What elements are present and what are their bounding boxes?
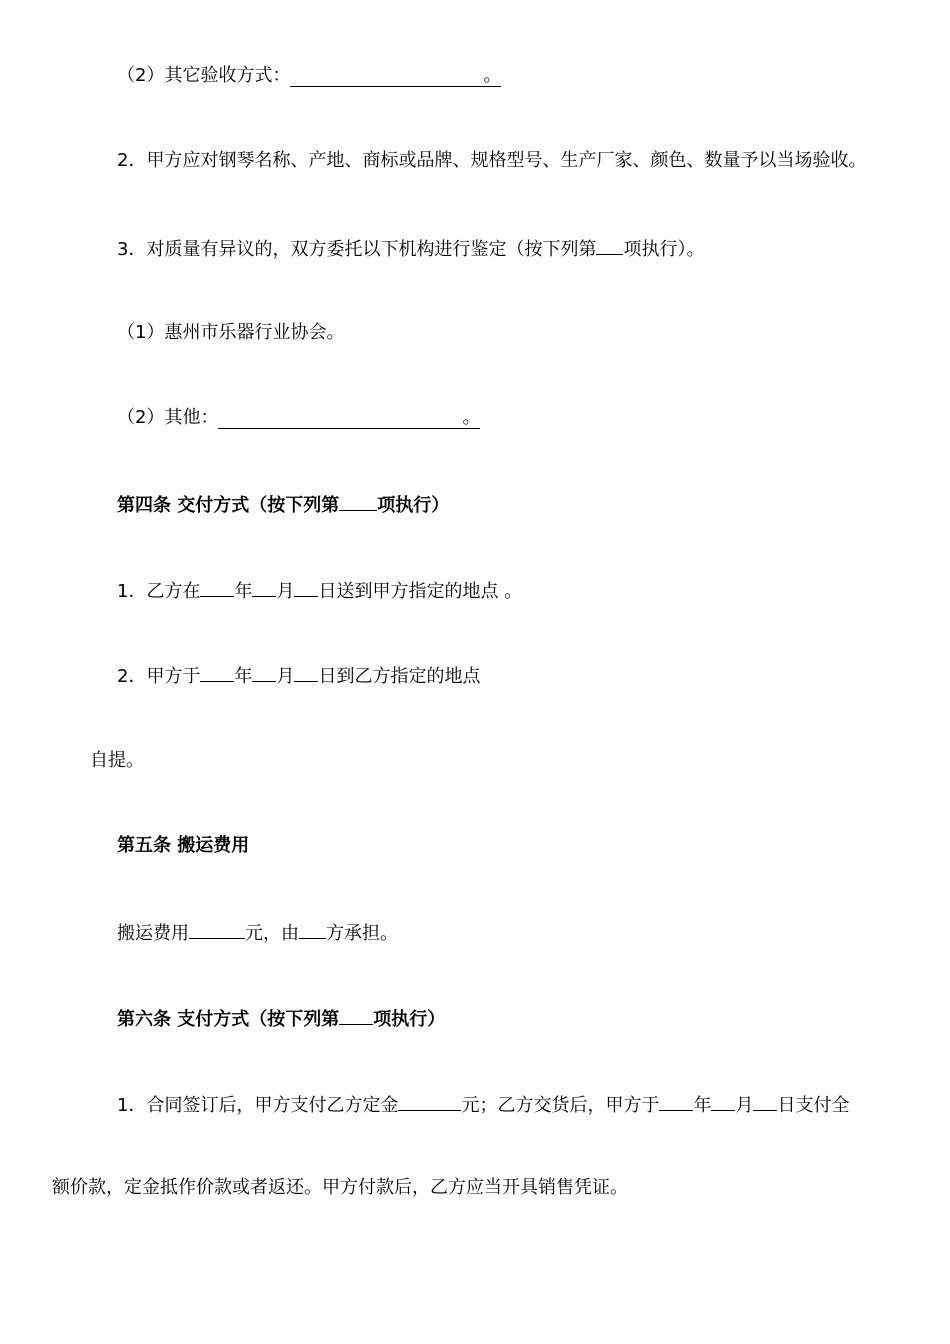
fill-blank-amount[interactable] [189, 920, 245, 939]
clause-3-3-option-2: （2）其他： 。 [117, 407, 481, 428]
clause-3-item-3: 3．对质量有异议的，双方委托以下机构进行鉴定（按下列第 项执行）。 [117, 236, 704, 262]
fill-blank-year[interactable] [659, 1092, 693, 1111]
article-6-item-1: 1．合同签订后，甲方支付乙方定金 元；乙方交货后，甲方于 年 月 日支付全 [117, 1092, 849, 1118]
article-4-heading: 第四条 交付方式（按下列第 项执行） [117, 492, 449, 518]
clause-3-3-option-1: （1）惠州市乐器行业协会。 [117, 322, 345, 343]
article-4-item-2: 2．甲方于 年 月 日到乙方指定的地点 [117, 663, 480, 689]
article-5-body: 搬运费用 元，由 方承担。 [117, 920, 398, 946]
fill-blank-item-choice[interactable] [596, 236, 623, 255]
fill-blank-day[interactable] [294, 663, 318, 682]
clause-3-2-other-acceptance: （2）其它验收方式： 。 [117, 65, 502, 86]
fill-blank-other-acceptance[interactable]: 。 [290, 66, 501, 87]
fill-blank-month[interactable] [711, 1092, 735, 1111]
article-6-heading: 第六条 支付方式（按下列第 项执行） [117, 1006, 445, 1032]
article-6-item-1-continued: 额价款，定金抵作价款或者返还。甲方付款后，乙方应当开具销售凭证。 [52, 1177, 628, 1198]
fill-blank-year[interactable] [200, 578, 234, 597]
fill-blank-day[interactable] [294, 578, 318, 597]
fill-blank-delivery-choice[interactable] [339, 492, 377, 511]
fill-blank-other-agency[interactable]: 。 [218, 408, 480, 429]
article-5-heading: 第五条 搬运费用 [117, 835, 250, 856]
article-4-item-1: 1．乙方在 年 月 日送到甲方指定的地点 。 [117, 578, 522, 604]
fill-blank-deposit[interactable] [398, 1092, 461, 1111]
fill-blank-day[interactable] [753, 1092, 777, 1111]
fill-blank-month[interactable] [252, 578, 276, 597]
fill-blank-year[interactable] [200, 663, 234, 682]
fill-blank-month[interactable] [252, 663, 276, 682]
fill-blank-party[interactable] [299, 920, 326, 939]
clause-3-item-2: 2．甲方应对钢琴名称、产地、商标或品牌、规格型号、生产厂家、颜色、数量予以当场验收。 [117, 150, 867, 171]
fill-blank-payment-choice[interactable] [339, 1006, 373, 1025]
article-4-item-2-continued: 自提。 [90, 750, 144, 771]
